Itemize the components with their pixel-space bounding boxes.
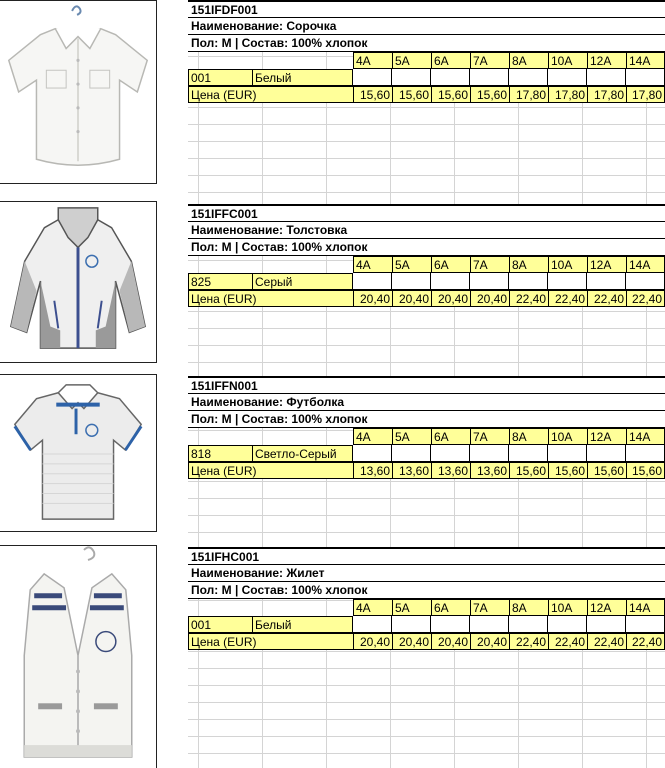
- product-image-3[interactable]: [0, 374, 157, 532]
- size-header-cell[interactable]: 4A: [353, 599, 392, 616]
- color-row: [188, 273, 665, 290]
- quantity-cell[interactable]: [353, 69, 392, 86]
- white-vest-icon: [0, 546, 156, 768]
- size-header-cell[interactable]: 7A: [470, 256, 509, 273]
- quantity-cell[interactable]: [431, 445, 470, 462]
- price-cell[interactable]: 17,80: [509, 86, 548, 103]
- product-composition[interactable]: Пол: М | Состав: 100% хлопок: [188, 35, 665, 52]
- quantity-cell[interactable]: [548, 445, 587, 462]
- sizes-row: [188, 256, 665, 273]
- price-cell[interactable]: 22,40: [587, 290, 626, 307]
- size-header-cell[interactable]: 5A: [392, 599, 431, 616]
- size-header-cell[interactable]: 4A: [353, 256, 392, 273]
- color-row: [188, 616, 665, 633]
- price-cell[interactable]: 13,60: [353, 462, 392, 479]
- quantity-cell[interactable]: [353, 616, 392, 633]
- product-code[interactable]: 151IFHC001: [188, 547, 665, 565]
- price-cell[interactable]: 22,40: [548, 633, 587, 650]
- size-header-cell[interactable]: 6A: [431, 52, 470, 69]
- price-cell[interactable]: 22,40: [587, 633, 626, 650]
- quantity-cell[interactable]: [548, 69, 587, 86]
- size-header-cell[interactable]: 14A: [626, 52, 665, 69]
- quantity-cell[interactable]: [470, 273, 509, 290]
- quantity-cell[interactable]: [548, 616, 587, 633]
- product-image-4[interactable]: [0, 545, 157, 768]
- size-header-cell[interactable]: 10A: [548, 52, 587, 69]
- color-code-cell[interactable]: 825: [188, 273, 252, 290]
- price-cell[interactable]: 15,60: [626, 462, 665, 479]
- size-header-cell[interactable]: 10A: [548, 256, 587, 273]
- price-row: [188, 290, 665, 307]
- size-header-cell[interactable]: 14A: [626, 428, 665, 445]
- color-code-cell[interactable]: 001: [188, 69, 252, 86]
- white-shirt-icon: [0, 1, 156, 183]
- product-block: [188, 204, 665, 307]
- size-header-cell[interactable]: 12A: [587, 52, 626, 69]
- quantity-cell[interactable]: [587, 445, 626, 462]
- price-cell[interactable]: 15,60: [353, 86, 392, 103]
- size-header-cell[interactable]: 12A: [587, 428, 626, 445]
- quantity-cell[interactable]: [626, 273, 665, 290]
- quantity-cell[interactable]: [509, 69, 548, 86]
- product-name[interactable]: Наименование: Жилет: [188, 565, 665, 582]
- size-header-cell[interactable]: 8A: [509, 428, 548, 445]
- price-cell[interactable]: 22,40: [509, 633, 548, 650]
- size-header-cell[interactable]: 4A: [353, 52, 392, 69]
- size-header-cell[interactable]: 5A: [392, 52, 431, 69]
- price-cell[interactable]: 15,60: [470, 86, 509, 103]
- size-header-cell[interactable]: 7A: [470, 52, 509, 69]
- quantity-cell[interactable]: [587, 616, 626, 633]
- quantity-cell[interactable]: [392, 445, 431, 462]
- quantity-cell[interactable]: [431, 273, 470, 290]
- product-composition[interactable]: Пол: М | Состав: 100% хлопок: [188, 239, 665, 256]
- price-cell[interactable]: 20,40: [392, 633, 431, 650]
- price-cell[interactable]: 15,60: [431, 86, 470, 103]
- product-block: [188, 376, 665, 479]
- quantity-cell[interactable]: [509, 616, 548, 633]
- product-code[interactable]: 151IFFN001: [188, 376, 665, 394]
- size-header-cell[interactable]: 8A: [509, 52, 548, 69]
- product-code[interactable]: 151IFFC001: [188, 204, 665, 222]
- quantity-cell[interactable]: [626, 616, 665, 633]
- quantity-cell[interactable]: [392, 273, 431, 290]
- price-row: [188, 633, 665, 650]
- color-code-cell[interactable]: 818: [188, 445, 252, 462]
- price-row: [188, 462, 665, 479]
- price-cell[interactable]: 13,60: [470, 462, 509, 479]
- product-composition[interactable]: Пол: М | Состав: 100% хлопок: [188, 582, 665, 599]
- price-cell[interactable]: 20,40: [392, 290, 431, 307]
- size-header-cell[interactable]: 10A: [548, 599, 587, 616]
- size-header-cell[interactable]: 10A: [548, 428, 587, 445]
- quantity-cell[interactable]: [392, 616, 431, 633]
- size-header-cell[interactable]: 5A: [392, 256, 431, 273]
- color-name-cell[interactable]: Светло-Серый: [252, 445, 353, 462]
- price-cell[interactable]: 17,80: [548, 86, 587, 103]
- price-cell[interactable]: 20,40: [470, 290, 509, 307]
- quantity-cell[interactable]: [392, 69, 431, 86]
- quantity-cell[interactable]: [470, 616, 509, 633]
- price-cell[interactable]: 20,40: [353, 290, 392, 307]
- polo-shirt-icon: [0, 375, 156, 531]
- price-row: [188, 86, 665, 103]
- quantity-cell[interactable]: [470, 445, 509, 462]
- color-row: [188, 445, 665, 462]
- price-cell[interactable]: 22,40: [626, 290, 665, 307]
- size-header-cell[interactable]: 14A: [626, 256, 665, 273]
- price-label-cell[interactable]: Цена (EUR): [188, 290, 353, 307]
- price-label-cell[interactable]: Цена (EUR): [188, 633, 353, 650]
- quantity-cell[interactable]: [626, 445, 665, 462]
- price-cell[interactable]: 17,80: [626, 86, 665, 103]
- price-cell[interactable]: 17,80: [587, 86, 626, 103]
- quantity-cell[interactable]: [353, 445, 392, 462]
- quantity-cell[interactable]: [587, 69, 626, 86]
- size-header-cell[interactable]: 8A: [509, 256, 548, 273]
- product-block: [188, 0, 665, 103]
- price-cell[interactable]: 13,60: [431, 462, 470, 479]
- price-cell[interactable]: 22,40: [626, 633, 665, 650]
- quantity-cell[interactable]: [431, 69, 470, 86]
- price-cell[interactable]: 15,60: [548, 462, 587, 479]
- sizes-row: [188, 52, 665, 69]
- quantity-cell[interactable]: [431, 616, 470, 633]
- color-name-cell[interactable]: Белый: [252, 616, 353, 633]
- quantity-cell[interactable]: [353, 273, 392, 290]
- product-image-1[interactable]: [0, 0, 157, 184]
- size-header-cell[interactable]: 4A: [353, 428, 392, 445]
- size-header-cell[interactable]: 7A: [470, 428, 509, 445]
- size-header-cell[interactable]: 14A: [626, 599, 665, 616]
- price-cell[interactable]: 22,40: [548, 290, 587, 307]
- color-code-cell[interactable]: 001: [188, 616, 252, 633]
- price-cell[interactable]: 15,60: [509, 462, 548, 479]
- price-cell[interactable]: 20,40: [353, 633, 392, 650]
- size-header-cell[interactable]: 5A: [392, 428, 431, 445]
- size-header-cell[interactable]: 8A: [509, 599, 548, 616]
- size-header-cell[interactable]: 6A: [431, 256, 470, 273]
- price-cell[interactable]: 22,40: [509, 290, 548, 307]
- price-cell[interactable]: 15,60: [587, 462, 626, 479]
- product-block: [188, 547, 665, 650]
- quantity-cell[interactable]: [470, 69, 509, 86]
- quantity-cell[interactable]: [587, 273, 626, 290]
- quantity-cell[interactable]: [548, 273, 587, 290]
- quantity-cell[interactable]: [509, 445, 548, 462]
- product-name[interactable]: Наименование: Футболка: [188, 394, 665, 411]
- quantity-cell[interactable]: [509, 273, 548, 290]
- price-cell[interactable]: 13,60: [392, 462, 431, 479]
- price-cell[interactable]: 20,40: [431, 633, 470, 650]
- size-header-cell[interactable]: 12A: [587, 256, 626, 273]
- grey-zip-jacket-icon: [0, 202, 156, 362]
- product-name[interactable]: Наименование: Сорочка: [188, 18, 665, 35]
- color-name-cell[interactable]: Белый: [252, 69, 353, 86]
- size-header-cell[interactable]: 6A: [431, 428, 470, 445]
- sizes-row: [188, 428, 665, 445]
- product-name[interactable]: Наименование: Толстовка: [188, 222, 665, 239]
- sizes-row: [188, 599, 665, 616]
- price-cell[interactable]: 20,40: [470, 633, 509, 650]
- quantity-cell[interactable]: [626, 69, 665, 86]
- color-row: [188, 69, 665, 86]
- price-cell[interactable]: 15,60: [392, 86, 431, 103]
- product-composition[interactable]: Пол: М | Состав: 100% хлопок: [188, 411, 665, 428]
- size-header-cell[interactable]: 7A: [470, 599, 509, 616]
- price-label-cell[interactable]: Цена (EUR): [188, 462, 353, 479]
- price-cell[interactable]: 20,40: [431, 290, 470, 307]
- color-name-cell[interactable]: Серый: [252, 273, 353, 290]
- product-image-2[interactable]: [0, 201, 157, 363]
- product-code[interactable]: 151IFDF001: [188, 0, 665, 18]
- size-header-cell[interactable]: 12A: [587, 599, 626, 616]
- price-label-cell[interactable]: Цена (EUR): [188, 86, 353, 103]
- size-header-cell[interactable]: 6A: [431, 599, 470, 616]
